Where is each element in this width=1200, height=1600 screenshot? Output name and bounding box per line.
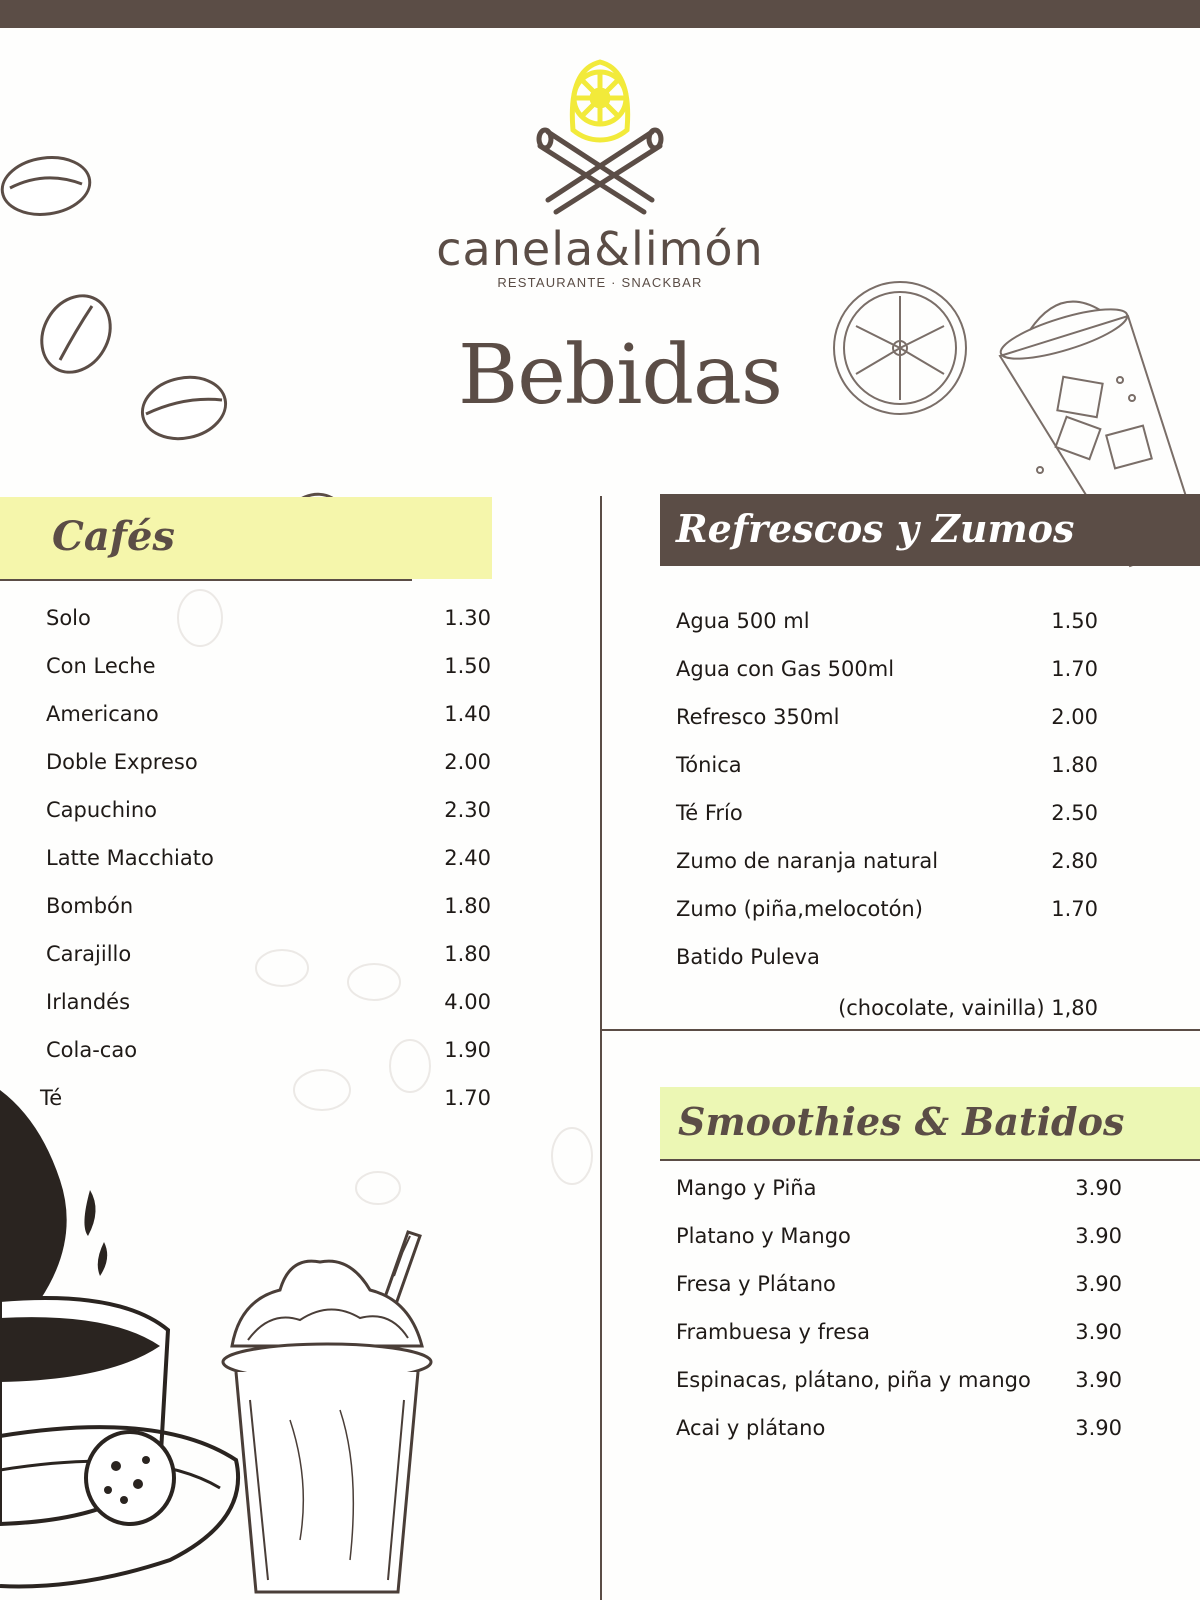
item-name: Zumo (piña,melocotón) — [676, 897, 923, 921]
menu-item — [676, 793, 1098, 833]
item-price: 3.90 — [1075, 1416, 1122, 1440]
item-price: 1.80 — [1051, 753, 1098, 777]
refrescos-banner — [660, 494, 1200, 566]
item-price: 1.80 — [444, 894, 491, 918]
menu-item — [676, 1408, 1122, 1448]
item-price: 3.90 — [1075, 1320, 1122, 1344]
menu-item — [46, 838, 491, 878]
item-name: Solo — [46, 606, 91, 630]
menu-item — [46, 790, 491, 830]
menu-item — [46, 694, 491, 734]
frappe-cup-icon — [223, 1232, 431, 1592]
cafes-underline — [0, 579, 412, 581]
item-price: 1.70 — [444, 1086, 491, 1110]
menu-item — [676, 1312, 1122, 1352]
item-name: Capuchino — [46, 798, 158, 822]
item-name: Latte Macchiato — [46, 846, 214, 870]
item-name: Con Leche — [46, 654, 156, 678]
item-price: 2.50 — [1051, 801, 1098, 825]
item-name: Cola-cao — [46, 1038, 138, 1062]
item-name: Tónica — [676, 753, 742, 777]
item-name: Té Frío — [676, 801, 743, 825]
item-name: Espinacas, plátano, piña y mango — [676, 1368, 1031, 1392]
item-name: Agua 500 ml — [676, 609, 810, 633]
menu-item — [676, 841, 1098, 881]
menu-item — [676, 745, 1098, 785]
item-name: Frambuesa y fresa — [676, 1320, 870, 1344]
item-name: Refresco 350ml — [676, 705, 840, 729]
item-price: 3.90 — [1075, 1176, 1122, 1200]
menu-item — [46, 1030, 491, 1070]
item-name: Platano y Mango — [676, 1224, 851, 1248]
item-name: Irlandés — [46, 990, 131, 1014]
section-divider — [600, 1029, 1200, 1031]
item-price: 1.80 — [444, 942, 491, 966]
menu-item — [676, 1168, 1122, 1208]
refrescos-title: Refrescos y Zumos — [676, 506, 1075, 551]
smoothies-title: Smoothies & Batidos — [678, 1099, 1125, 1144]
item-price: 3.90 — [1075, 1272, 1122, 1296]
column-divider — [600, 496, 602, 1600]
menu-item — [46, 598, 491, 638]
menu-item — [676, 649, 1098, 689]
menu-item — [46, 886, 491, 926]
menu-item — [676, 1264, 1122, 1304]
item-name: Batido Puleva — [676, 945, 820, 969]
item-price: 1.50 — [1051, 609, 1098, 633]
item-price: 3.90 — [1075, 1368, 1122, 1392]
smoothies-underline — [660, 1159, 1200, 1161]
item-name: Acai y plátano — [676, 1416, 826, 1440]
item-name: Fresa y Plátano — [676, 1272, 836, 1296]
item-name: Doble Expreso — [46, 750, 198, 774]
item-price: 1.50 — [444, 654, 491, 678]
item-name: Zumo de naranja natural — [676, 849, 939, 873]
brand-name: canela&limón — [436, 222, 764, 276]
item-price: 2.00 — [1051, 705, 1098, 729]
cookie-icon — [86, 1432, 174, 1524]
menu-item — [40, 1078, 491, 1118]
item-name: Bombón — [46, 894, 134, 918]
batido-flavors-note: (chocolate, vainilla) 1,80 — [838, 996, 1098, 1020]
menu-item — [46, 742, 491, 782]
item-price: 4.00 — [444, 990, 491, 1014]
item-price: 1.40 — [444, 702, 491, 726]
menu-item — [46, 646, 491, 686]
item-name: Agua con Gas 500ml — [676, 657, 895, 681]
cafes-banner — [0, 497, 492, 579]
lemon-logo-icon — [572, 62, 627, 140]
item-price: 2.00 — [444, 750, 491, 774]
item-price: 1.70 — [1051, 897, 1098, 921]
item-name: Té — [40, 1086, 63, 1110]
page-title: Bebidas — [458, 328, 782, 423]
menu-item — [676, 601, 1098, 641]
item-name: Mango y Piña — [676, 1176, 817, 1200]
item-price: 2.80 — [1051, 849, 1098, 873]
menu-item — [676, 1360, 1122, 1400]
item-price: 2.30 — [444, 798, 491, 822]
menu-item — [676, 1216, 1122, 1256]
menu-item — [46, 934, 491, 974]
menu-item — [676, 937, 1098, 977]
item-name: Americano — [46, 702, 159, 726]
item-price: 2.40 — [444, 846, 491, 870]
item-price: 3.90 — [1075, 1224, 1122, 1248]
cafes-title: Cafés — [52, 513, 175, 560]
item-name: Carajillo — [46, 942, 132, 966]
menu-item — [676, 697, 1098, 737]
smoothies-banner — [660, 1087, 1200, 1159]
menu-item — [46, 982, 491, 1022]
brand-tagline: RESTAURANTE · SNACKBAR — [497, 275, 703, 290]
item-price: 1.70 — [1051, 657, 1098, 681]
item-price: 1.30 — [444, 606, 491, 630]
menu-item — [676, 889, 1098, 929]
item-price: 1.90 — [444, 1038, 491, 1062]
